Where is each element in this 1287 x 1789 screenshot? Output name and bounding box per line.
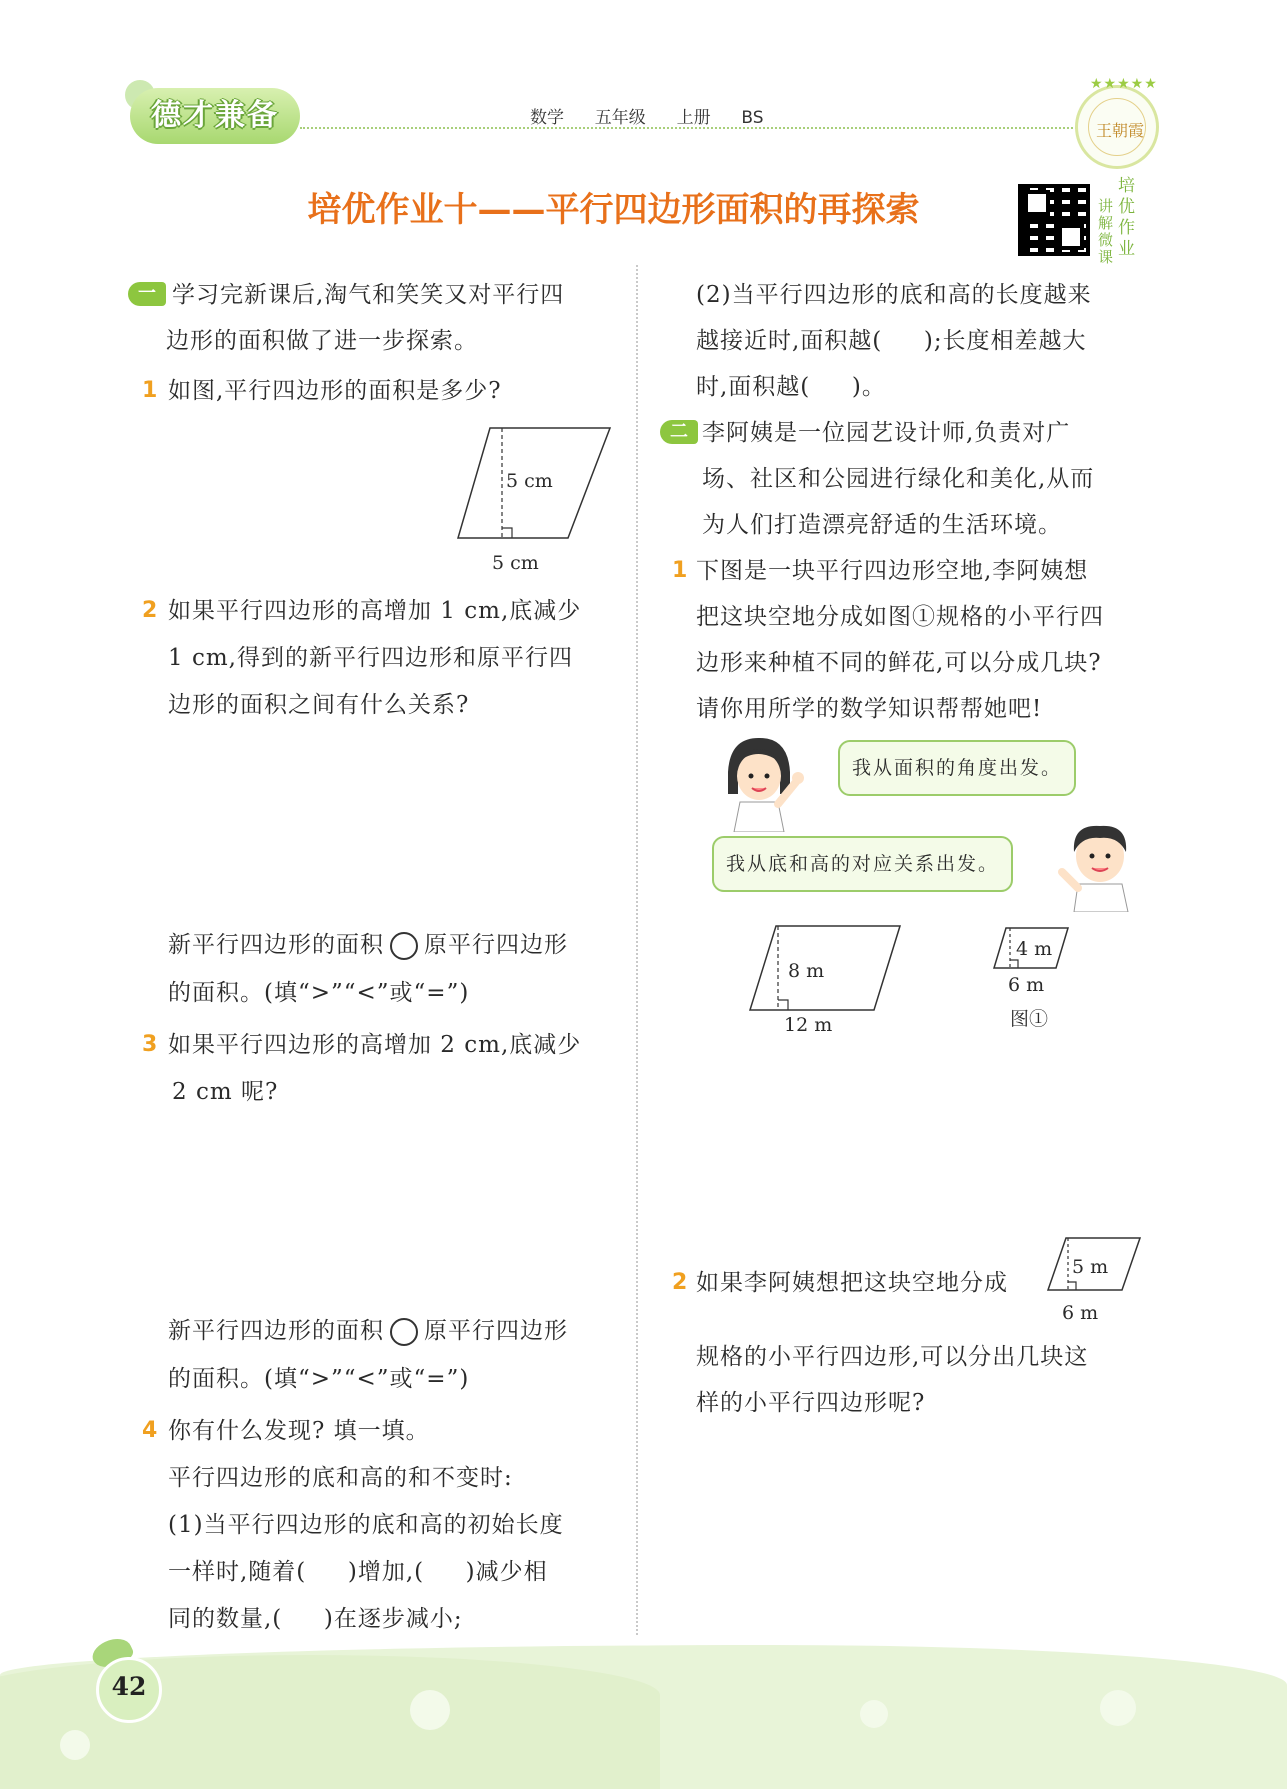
section-badge: 一	[128, 282, 166, 306]
compare-blank[interactable]	[390, 1318, 418, 1346]
q3-line2: 2 cm 呢?	[172, 1079, 279, 1105]
q4-line3: (1)当平行四边形的底和高的初始长度	[168, 1512, 564, 1538]
right-angle-mark	[778, 1000, 788, 1010]
section-badge: 二	[660, 420, 698, 444]
s2q1-line4: 请你用所学的数学知识帮帮她吧!	[696, 696, 1043, 722]
s2q2-line1: 如果李阿姨想把这块空地分成	[696, 1270, 1008, 1296]
q4-line8: 时,面积越( )。	[696, 374, 886, 400]
big-height-label: 8 m	[788, 960, 825, 982]
decor-dot	[1100, 1690, 1136, 1726]
right-angle-mark	[1068, 1282, 1076, 1290]
section1-intro-line1: 学习完新课后,淘气和笑笑又对平行四	[172, 282, 565, 308]
qr-label-homework: 培优作业	[1118, 176, 1135, 259]
girl-illustration	[718, 732, 808, 832]
q1-text: 如图,平行四边形的面积是多少?	[168, 378, 502, 404]
header-subject: 数学 五年级 上册 BS	[530, 108, 764, 128]
right-angle-mark	[1010, 960, 1018, 968]
decor-dot	[410, 1690, 450, 1730]
girl-speech-bubble: 我从面积的角度出发。	[838, 740, 1076, 796]
question-number: 4	[142, 1418, 158, 1443]
q2-line2: 1 cm,得到的新平行四边形和原平行四	[168, 645, 573, 671]
qr-code-icon[interactable]	[1018, 184, 1090, 256]
q3-fill-b: 原平行四边形	[424, 1318, 568, 1344]
s2q1-line2: 把这块空地分成如图①规格的小平行四	[696, 604, 1104, 630]
q3-fill-a: 新平行四边形的面积	[168, 1318, 384, 1344]
question-number: 2	[672, 1270, 688, 1295]
section2-intro-line2: 场、社区和公园进行绿化和美化,从而	[702, 466, 1095, 492]
q2-base-label: 6 m	[1062, 1302, 1099, 1324]
right-angle-mark	[502, 528, 512, 538]
boy-speech-bubble: 我从底和高的对应关系出发。	[712, 836, 1013, 892]
section2-intro-line3: 为人们打造漂亮舒适的生活环境。	[702, 512, 1062, 538]
question-number: 1	[142, 378, 158, 403]
s2q2-line3: 样的小平行四边形呢?	[696, 1390, 926, 1416]
q4-line5: 同的数量,( )在逐步减小;	[168, 1606, 463, 1632]
section2-intro-line1: 李阿姨是一位园艺设计师,负责对广	[702, 420, 1071, 446]
q4-line6: (2)当平行四边形的底和高的长度越来	[696, 282, 1092, 308]
q4-line2: 平行四边形的底和高的和不变时:	[168, 1465, 513, 1491]
q2-fill-b: 原平行四边形	[424, 932, 568, 958]
decor-dot	[860, 1700, 888, 1728]
question-number: 3	[142, 1032, 158, 1057]
decor-dot	[60, 1730, 90, 1760]
q4-line7: 越接近时,面积越( );长度相差越大	[696, 328, 1087, 354]
compare-blank[interactable]	[390, 932, 418, 960]
q3-fill-line2: 的面积。(填“>”“<”或“=”)	[168, 1366, 470, 1392]
page-title: 培优作业十——平行四边形面积的再探索	[307, 190, 920, 230]
q2-line1: 如果平行四边形的高增加 1 cm,底减少	[168, 598, 582, 624]
question-number: 2	[142, 598, 158, 623]
small-base-label: 6 m	[1008, 974, 1045, 996]
q2-fill-line2: 的面积。(填“>”“<”或“=”)	[168, 980, 470, 1006]
q4-line4: 一样时,随着( )增加,( )减少相	[168, 1559, 548, 1585]
small-height-label: 4 m	[1016, 938, 1053, 960]
boy-illustration	[1052, 816, 1142, 912]
q2-fill-a: 新平行四边形的面积	[168, 932, 384, 958]
question-number: 1	[672, 558, 688, 583]
column-divider	[636, 265, 638, 1635]
parallelogram-shape	[750, 926, 900, 1010]
s2q1-line3: 边形来种植不同的鲜花,可以分成几块?	[696, 650, 1102, 676]
q4-line1: 你有什么发现? 填一填。	[168, 1418, 430, 1444]
q3-line1: 如果平行四边形的高增加 2 cm,底减少	[168, 1032, 582, 1058]
q2-line3: 边形的面积之间有什么关系?	[168, 692, 470, 718]
qr-label-micro-lesson: 讲解微课	[1098, 197, 1114, 266]
q1-parallelogram-figure	[450, 420, 620, 570]
stars-icon: ★★★★★	[1090, 76, 1158, 92]
section1-intro-line2: 边形的面积做了进一步探索。	[166, 328, 478, 354]
s2q1-line1: 下图是一块平行四边形空地,李阿姨想	[696, 558, 1089, 584]
brand-logo: 德才兼备	[130, 88, 300, 144]
s2q2-line2: 规格的小平行四边形,可以分出几块这	[696, 1344, 1089, 1370]
q2-fill-line	[168, 922, 568, 968]
q1-height-label: 5 cm	[506, 470, 553, 492]
q3-fill-line	[168, 1308, 568, 1354]
big-base-label: 12 m	[784, 1014, 833, 1036]
publisher-seal	[1075, 76, 1159, 169]
figure-caption: 图①	[1010, 1008, 1049, 1030]
q2-height-label: 5 m	[1072, 1256, 1109, 1278]
seal-text: 王朝霞	[1095, 121, 1144, 140]
q1-base-label: 5 cm	[492, 552, 539, 574]
page-number: 42	[111, 1672, 147, 1701]
